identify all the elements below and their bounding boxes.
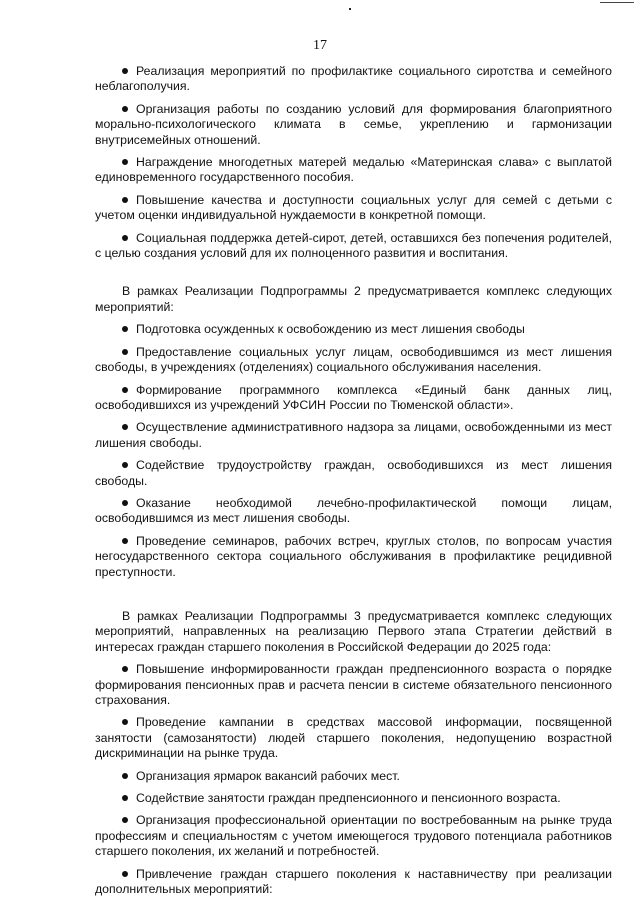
bullet-icon — [122, 795, 128, 801]
list-item — [95, 420, 612, 451]
bullet-icon — [122, 538, 128, 544]
list-item — [95, 496, 612, 527]
bullet-icon — [122, 817, 128, 823]
section-3 — [95, 609, 612, 898]
section-intro: В рамках Реализации Подпрограммы 3 предусматривается комплекс следующих мероприятий, направленных на реализацию Первого этапа Стратегии действий в интересах граждан старшего поколения в Российской Федерации до 2025 года: — [95, 608, 612, 654]
bullet-icon — [122, 235, 128, 241]
list-item-text: Реализация мероприятий по профилактике социального сиротства и семейного неблагополучия. — [95, 64, 612, 94]
list-item — [95, 534, 612, 580]
scan-mark — [349, 8, 351, 10]
bullet-icon — [122, 773, 128, 779]
list-item — [95, 322, 612, 337]
bullet-icon — [122, 159, 128, 165]
list-item — [95, 813, 612, 859]
list-item — [95, 791, 612, 806]
list-item-text: Подготовка осужденных к освобождению из мест лишения свободы — [136, 322, 525, 337]
bullet-icon — [122, 326, 128, 332]
list-item-text: Осуществление административного надзора за лицами, освобожденными из мест лишения свободы. — [95, 420, 612, 450]
section-2 — [95, 284, 612, 580]
document-body — [95, 64, 612, 904]
list-item-text: Организация профессиональной ориентации по востребованным на рынке труда профессиям и специальностям с учетом имеющегося трудового потенциала работников старшего поколения, их желаний и потребностей. — [95, 813, 612, 859]
bullet-icon — [122, 871, 128, 877]
list-item — [95, 231, 612, 262]
list-item-text: Повышение информированности граждан предпенсионного возраста о порядке формирования пенсионных прав и расчета пенсии в системе обязательного пенсионного страхования. — [95, 662, 612, 707]
bullet-icon — [122, 106, 128, 112]
list-item-text: Формирование программного комплекса «Единый банк данных лиц, освободившихся из учреждений УФСИН России по Тюменской области». — [95, 382, 612, 412]
list-item — [95, 102, 612, 148]
list-item-text: Предоставление социальных услуг лицам, освободившимся из мест лишения свободы, в учреждениях (отделениях) социального обслуживания населения. — [95, 344, 612, 375]
list-item — [95, 345, 612, 376]
bullet-icon — [122, 462, 128, 468]
list-item — [95, 458, 612, 489]
section-intro: В рамках Реализации Подпрограммы 2 предусматривается комплекс следующих мероприятий: — [95, 284, 612, 314]
bullet-icon — [122, 719, 128, 725]
scan-corner-line — [600, 2, 634, 3]
list-item-text: Награждение многодетных матерей медалью «Материнская слава» с выплатой единовременного государственного пособия. — [95, 155, 612, 185]
list-item-text: Оказание необходимой лечебно-профилактической помощи лицам, освободившимся из мест лишения свободы. — [95, 495, 612, 526]
list-item — [95, 383, 612, 414]
list-item-text: Проведение кампании в средствах массовой информации, посвященной занятости (самозанятости) людей старшего поколения, недопущению возрастной дискриминации на рынке труда. — [95, 715, 612, 761]
list-item-text: Содействие трудоустройству граждан, освободившихся из мест лишения свободы. — [95, 458, 612, 488]
list-item — [95, 715, 612, 761]
list-item — [95, 662, 612, 708]
list-item-text: Содействие занятости граждан предпенсионного и пенсионного возраста. — [136, 791, 561, 806]
list-item — [95, 155, 612, 186]
list-item-text: Привлечение граждан старшего поколения к наставничеству при реализации дополнительных мероприятий: — [95, 866, 612, 897]
list-item-text: Социальная поддержка детей-сирот, детей, оставшихся без попечения родителей, с целью создания условий для их полноценного развития и воспитания. — [95, 230, 612, 261]
page-number: 17 — [313, 38, 327, 53]
list-item-text: Организация работы по созданию условий для формирования благоприятного морально-психологического климата в семье, укреплению и гармонизации внутрисемейных отношений. — [95, 101, 612, 147]
bullet-icon — [122, 387, 128, 393]
list-item-text: Проведение семинаров, рабочих встреч, круглых столов, по вопросам участия негосударственного сектора социального обслуживания в профилактике рецидивной преступности. — [95, 533, 612, 579]
bullet-icon — [122, 666, 128, 672]
list-item — [95, 867, 612, 898]
list-item — [95, 769, 612, 784]
list-item — [95, 64, 612, 95]
bullet-icon — [122, 500, 128, 506]
list-item — [95, 193, 612, 224]
bullet-icon — [122, 349, 128, 355]
list-item-text: Повышение качества и доступности социальных услуг для семей с детьми с учетом оценки индивидуальной нуждаемости в конкретной помощи. — [95, 192, 612, 223]
list-item-text: Организация ярмарок вакансий рабочих мест. — [136, 768, 400, 783]
bullet-icon — [122, 197, 128, 203]
bullet-icon — [122, 68, 128, 74]
section-1 — [95, 64, 612, 261]
bullet-icon — [122, 424, 128, 430]
